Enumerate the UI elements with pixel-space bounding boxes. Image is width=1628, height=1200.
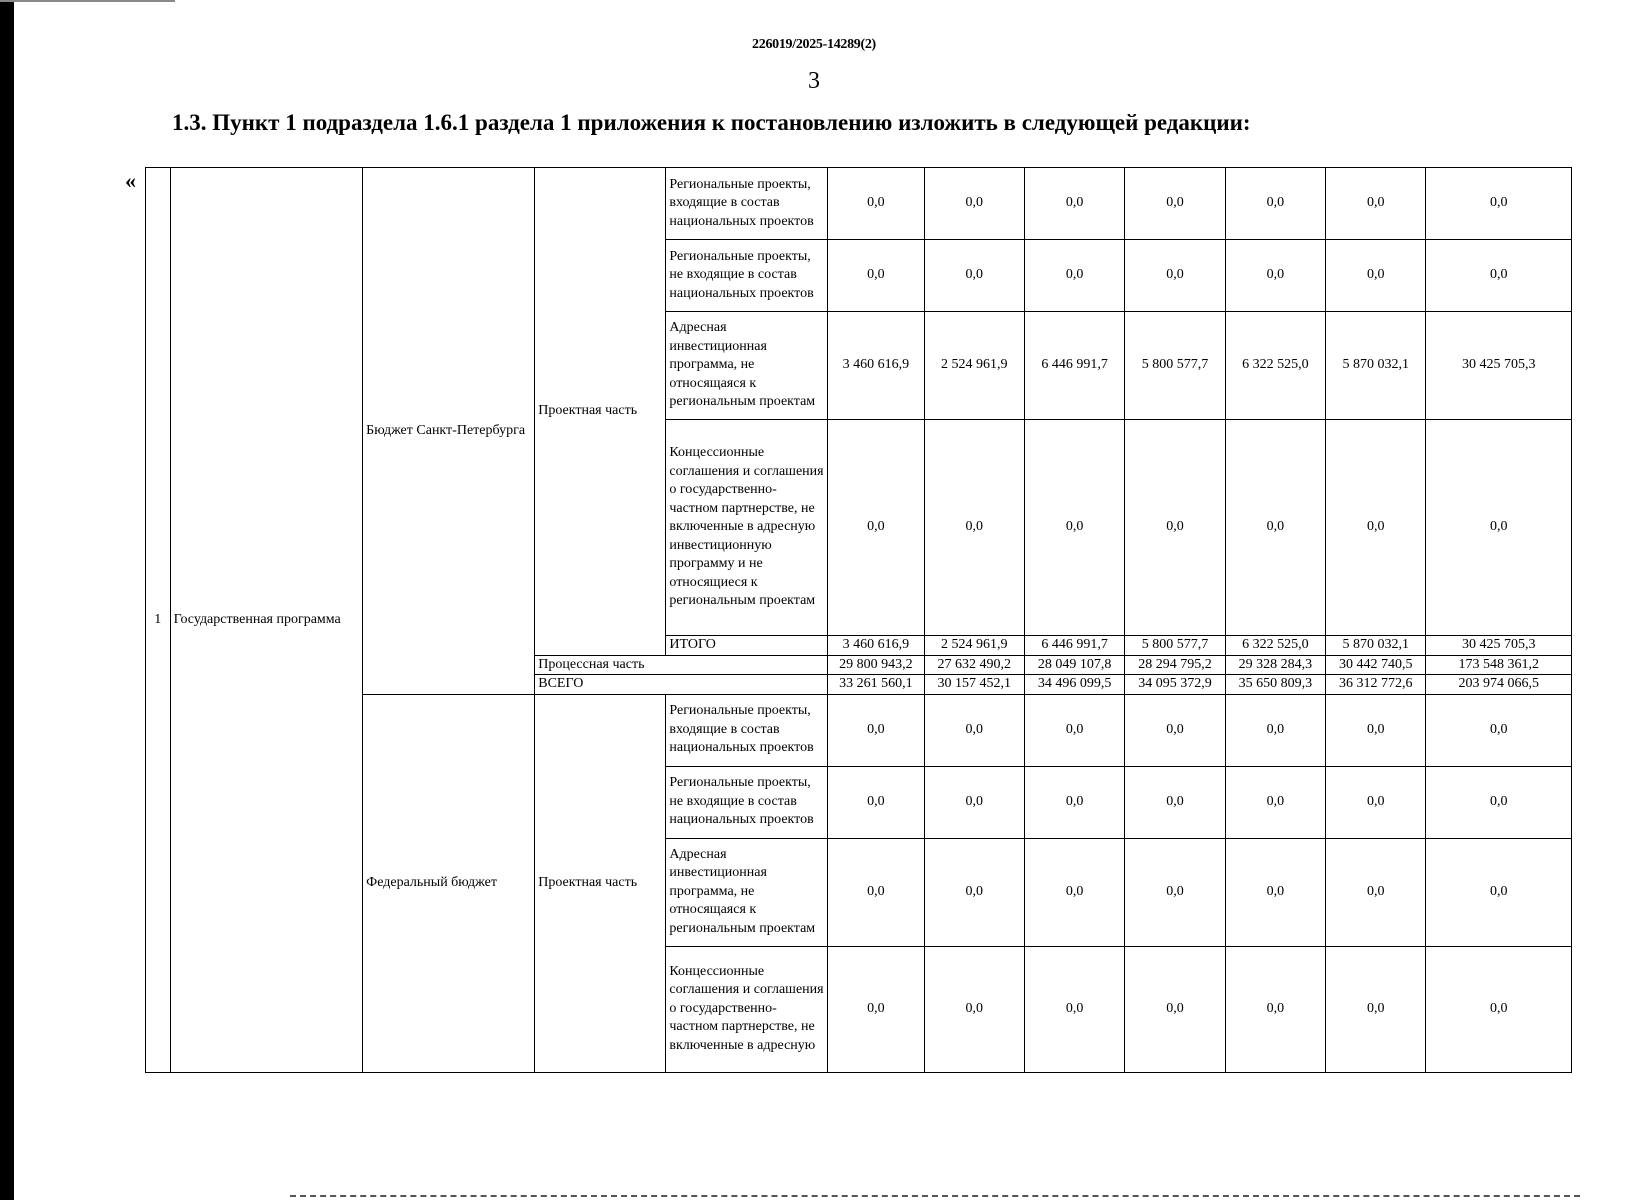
value-cell: 0,0 — [1426, 420, 1572, 636]
value-cell: 0,0 — [1125, 420, 1225, 636]
value-cell: 0,0 — [1326, 766, 1426, 838]
value-cell: 0,0 — [1024, 168, 1124, 240]
value-cell: 0,0 — [1225, 240, 1325, 312]
value-cell: 30 442 740,5 — [1326, 655, 1426, 675]
table-row — [146, 168, 1572, 240]
value-cell: 30 157 452,1 — [924, 675, 1024, 695]
value-cell: 0,0 — [1225, 946, 1325, 1072]
value-cell: 0,0 — [924, 240, 1024, 312]
value-cell: 0,0 — [1125, 694, 1225, 766]
value-cell: 6 446 991,7 — [1024, 312, 1124, 420]
value-cell: 0,0 — [924, 946, 1024, 1072]
opening-quote: « — [125, 168, 136, 193]
value-cell: 36 312 772,6 — [1326, 675, 1426, 695]
value-cell: 0,0 — [1326, 838, 1426, 946]
value-cell: 29 800 943,2 — [828, 655, 924, 675]
value-cell: 0,0 — [1426, 946, 1572, 1072]
row-label: Концессионные соглашения и соглашения о государственно-частном партнерстве, не включенные в адресную инвестиционную программу и не относящиеся к региональным проектам — [666, 420, 828, 636]
page-number: 3 — [808, 68, 820, 94]
row-label: ИТОГО — [666, 636, 828, 656]
value-cell: 0,0 — [1024, 420, 1124, 636]
value-cell: 2 524 961,9 — [924, 636, 1024, 656]
row-label: Региональные проекты, входящие в состав национальных проектов — [666, 168, 828, 240]
value-cell: 34 095 372,9 — [1125, 675, 1225, 695]
row-label: Адресная инвестиционная программа, не относящаяся к региональным проектам — [666, 312, 828, 420]
value-cell: 5 870 032,1 — [1326, 312, 1426, 420]
row-label: ВСЕГО — [535, 675, 828, 695]
program-name: Государственная программа — [170, 168, 363, 1073]
value-cell: 0,0 — [1024, 240, 1124, 312]
value-cell: 0,0 — [1326, 240, 1426, 312]
value-cell: 0,0 — [828, 420, 924, 636]
project-part-federal: Проектная часть — [535, 694, 666, 1072]
value-cell: 0,0 — [1225, 838, 1325, 946]
value-cell: 0,0 — [1426, 240, 1572, 312]
value-cell: 30 425 705,3 — [1426, 636, 1572, 656]
value-cell: 203 974 066,5 — [1426, 675, 1572, 695]
project-part-spb: Проектная часть — [535, 168, 666, 656]
budget-table — [145, 167, 1572, 1073]
value-cell: 0,0 — [828, 838, 924, 946]
value-cell: 33 261 560,1 — [828, 675, 924, 695]
amendment-intro: 1.3. Пункт 1 подраздела 1.6.1 раздела 1 приложения к постановлению изложить в следующей редакции: — [172, 110, 1251, 135]
value-cell: 5 800 577,7 — [1125, 312, 1225, 420]
value-cell: 0,0 — [1326, 694, 1426, 766]
value-cell: 0,0 — [1125, 168, 1225, 240]
scan-edge-bottom — [290, 1195, 1580, 1197]
value-cell: 35 650 809,3 — [1225, 675, 1325, 695]
value-cell: 0,0 — [1024, 838, 1124, 946]
document-number: 226019/2025-14289(2) — [752, 37, 876, 52]
value-cell: 0,0 — [1125, 838, 1225, 946]
value-cell: 29 328 284,3 — [1225, 655, 1325, 675]
value-cell: 0,0 — [1326, 168, 1426, 240]
scan-edge-left — [0, 0, 14, 1200]
value-cell: 0,0 — [1225, 694, 1325, 766]
funding-source-spb: Бюджет Санкт-Петербурга — [363, 168, 535, 695]
value-cell: 0,0 — [1426, 694, 1572, 766]
value-cell: 0,0 — [1024, 694, 1124, 766]
row-number: 1 — [146, 168, 171, 1073]
value-cell: 28 049 107,8 — [1024, 655, 1124, 675]
value-cell: 0,0 — [1426, 168, 1572, 240]
value-cell: 0,0 — [1125, 240, 1225, 312]
value-cell: 0,0 — [828, 694, 924, 766]
value-cell: 0,0 — [924, 168, 1024, 240]
value-cell: 0,0 — [1326, 420, 1426, 636]
value-cell: 6 322 525,0 — [1225, 312, 1325, 420]
value-cell: 3 460 616,9 — [828, 636, 924, 656]
row-label: Адресная инвестиционная программа, не относящаяся к региональным проектам — [666, 838, 828, 946]
value-cell: 0,0 — [924, 838, 1024, 946]
scan-edge-top — [0, 0, 175, 2]
value-cell: 3 460 616,9 — [828, 312, 924, 420]
value-cell: 0,0 — [828, 168, 924, 240]
value-cell: 0,0 — [828, 240, 924, 312]
value-cell: 0,0 — [924, 420, 1024, 636]
value-cell: 5 800 577,7 — [1125, 636, 1225, 656]
value-cell: 0,0 — [1225, 420, 1325, 636]
value-cell: 0,0 — [1225, 766, 1325, 838]
value-cell: 0,0 — [1125, 946, 1225, 1072]
row-label: Концессионные соглашения и соглашения о государственно-частном партнерстве, не включенные в адресную — [666, 946, 828, 1072]
value-cell: 0,0 — [1024, 946, 1124, 1072]
funding-source-federal: Федеральный бюджет — [363, 694, 535, 1072]
value-cell: 0,0 — [1024, 766, 1124, 838]
value-cell: 5 870 032,1 — [1326, 636, 1426, 656]
value-cell: 173 548 361,2 — [1426, 655, 1572, 675]
value-cell: 0,0 — [1426, 766, 1572, 838]
row-label: Региональные проекты, не входящие в состав национальных проектов — [666, 240, 828, 312]
value-cell: 6 322 525,0 — [1225, 636, 1325, 656]
value-cell: 0,0 — [1125, 766, 1225, 838]
value-cell: 27 632 490,2 — [924, 655, 1024, 675]
row-label: Региональные проекты, входящие в состав национальных проектов — [666, 694, 828, 766]
value-cell: 6 446 991,7 — [1024, 636, 1124, 656]
value-cell: 34 496 099,5 — [1024, 675, 1124, 695]
value-cell: 0,0 — [1225, 168, 1325, 240]
budget-table-body — [146, 168, 1572, 1073]
value-cell: 0,0 — [828, 946, 924, 1072]
value-cell: 0,0 — [1326, 946, 1426, 1072]
value-cell: 0,0 — [924, 766, 1024, 838]
row-label: Процессная часть — [535, 655, 828, 675]
value-cell: 28 294 795,2 — [1125, 655, 1225, 675]
value-cell: 30 425 705,3 — [1426, 312, 1572, 420]
value-cell: 0,0 — [828, 766, 924, 838]
row-label: Региональные проекты, не входящие в состав национальных проектов — [666, 766, 828, 838]
value-cell: 0,0 — [924, 694, 1024, 766]
value-cell: 0,0 — [1426, 838, 1572, 946]
value-cell: 2 524 961,9 — [924, 312, 1024, 420]
